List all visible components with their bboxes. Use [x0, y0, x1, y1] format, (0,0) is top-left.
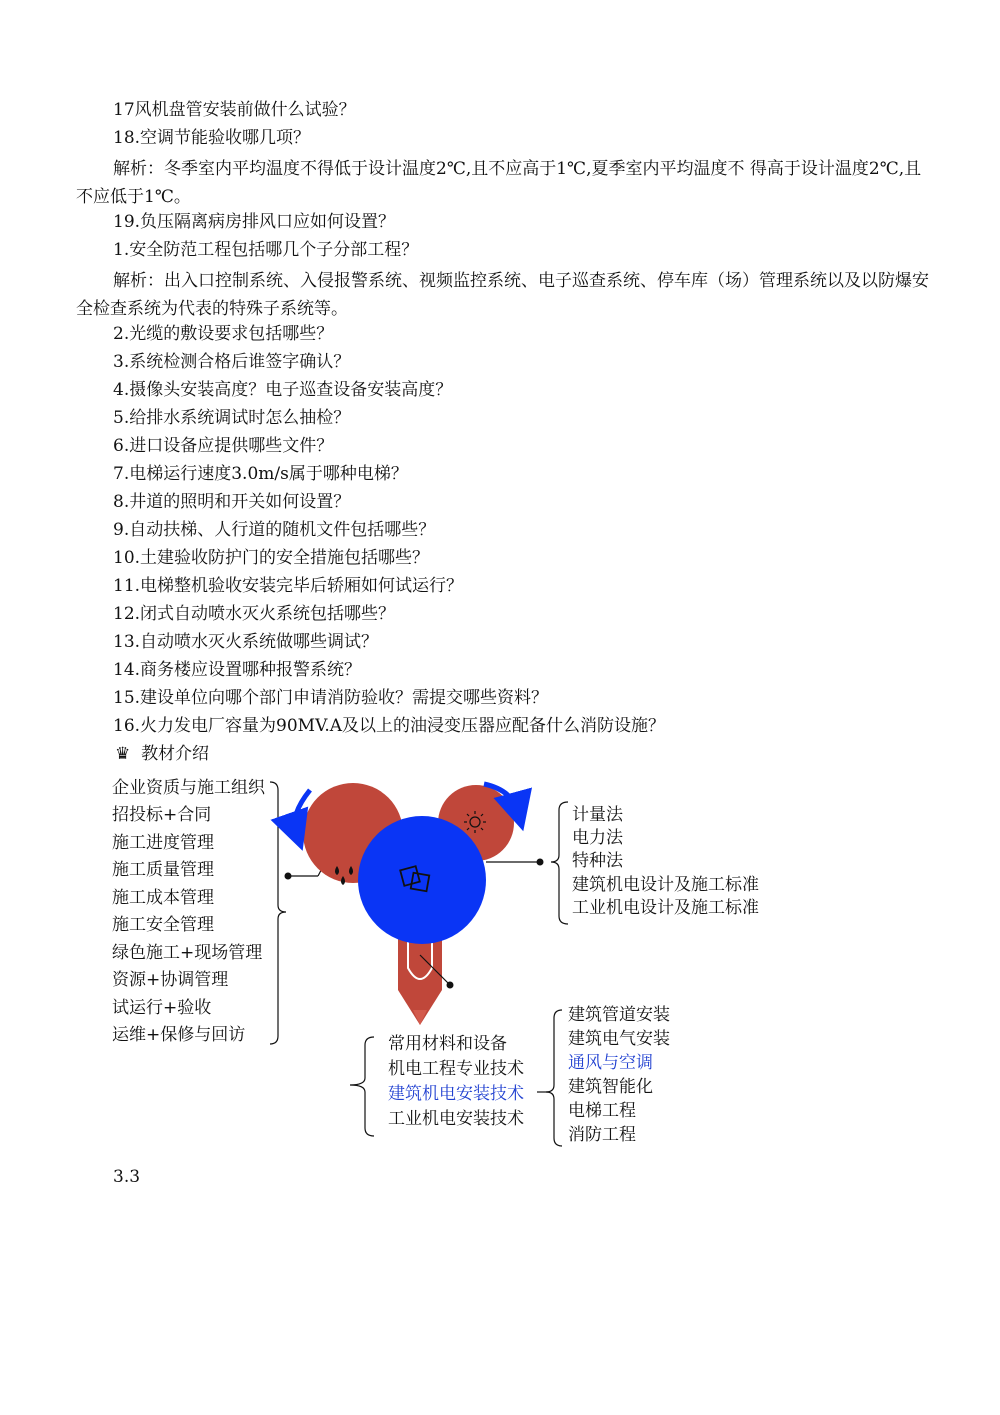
- question-security-1: 1.安全防范工程包括哪几个子分部工程？: [113, 240, 419, 260]
- left-bracket: [270, 782, 286, 1044]
- question-5: 5.给排水系统调试时怎么抽检？: [113, 408, 351, 428]
- right-item: 工业机电设计及施工标准: [572, 898, 759, 918]
- left-item: 施工成本管理: [112, 888, 214, 908]
- right-item: 特种法: [572, 851, 623, 871]
- question-2: 2.光缆的敷设要求包括哪些？: [113, 324, 334, 344]
- left-item: 企业资质与施工组织: [112, 778, 265, 798]
- question-13: 13.自动喷水灭火系统做哪些调试？: [113, 632, 379, 652]
- section-title: 教材介绍: [141, 744, 210, 764]
- question-14: 14.商务楼应设置哪种报警系统？: [113, 660, 362, 680]
- question-17: 17风机盘管安装前做什么试验？: [113, 100, 356, 120]
- right-item: 建筑机电设计及施工标准: [572, 875, 759, 895]
- crown-icon: ♛: [115, 744, 131, 764]
- left-item: 资源+协调管理: [112, 970, 229, 990]
- right-item: 计量法: [572, 805, 623, 825]
- bottom-mid-item: 机电工程专业技术: [388, 1059, 524, 1079]
- bottom-mid-item: 常用材料和设备: [388, 1034, 507, 1054]
- question-12: 12.闭式自动喷水灭火系统包括哪些？: [113, 604, 396, 624]
- left-item: 施工安全管理: [112, 915, 214, 935]
- left-item: 招投标+合同: [112, 805, 212, 825]
- bottom-right-item: 消防工程: [568, 1125, 636, 1145]
- question-18: 18.空调节能验收哪几项？: [113, 128, 311, 148]
- left-item: 试运行+验收: [112, 998, 212, 1018]
- bottom-right-item: 建筑电气安装: [568, 1029, 670, 1049]
- question-19: 19.负压隔离病房排风口应如何设置？: [113, 212, 396, 232]
- answer-security-1: 解析：出入口控制系统、入侵报警系统、视频监控系统、电子巡查系统、停车库（场）管理系统以及以防爆安全检查系统为代表的特殊子系统等。: [76, 271, 929, 319]
- bottom-right-item-highlighted: 通风与空调: [568, 1053, 653, 1073]
- answer-18: 解析：冬季室内平均温度不得低于设计温度2℃,且不应高于1℃,夏季室内平均温度不 得高于设计温度2℃,且不应低于1℃。: [76, 159, 922, 207]
- bottom-right-bracket: [546, 1010, 562, 1146]
- right-bracket: [551, 802, 568, 924]
- question-9: 9.自动扶梯、人行道的随机文件包括哪些？: [113, 520, 436, 540]
- bottom-mid-bracket: [350, 1037, 374, 1136]
- question-6: 6.进口设备应提供哪些文件？: [113, 436, 334, 456]
- left-item: 运维+保修与回访: [112, 1025, 246, 1045]
- right-item: 电力法: [572, 828, 623, 848]
- left-item: 施工质量管理: [112, 860, 214, 880]
- section-number: 3.3: [113, 1167, 141, 1187]
- left-item: 绿色施工+现场管理: [112, 943, 263, 963]
- blue-circle: [358, 816, 486, 944]
- question-16: 16.火力发电厂容量为90MV.A及以上的油浸变压器应配备什么消防设施？: [113, 716, 666, 736]
- question-4: 4.摄像头安装高度？电子巡查设备安装高度？: [113, 380, 453, 400]
- question-10: 10.土建验收防护门的安全措施包括哪些？: [113, 548, 430, 568]
- bottom-right-item: 建筑智能化: [568, 1077, 653, 1097]
- bottom-right-item: 建筑管道安装: [568, 1005, 670, 1025]
- question-7: 7.电梯运行速度3.0m/s属于哪种电梯？: [113, 464, 408, 484]
- question-3: 3.系统检测合格后谁签字确认？: [113, 352, 351, 372]
- left-item: 施工进度管理: [112, 833, 214, 853]
- bottom-right-item: 电梯工程: [568, 1101, 636, 1121]
- question-8: 8.井道的照明和开关如何设置？: [113, 492, 351, 512]
- bottom-mid-item: 工业机电安装技术: [388, 1109, 524, 1129]
- bottom-mid-item-highlighted: 建筑机电安装技术: [388, 1084, 524, 1104]
- question-11: 11.电梯整机验收安装完毕后轿厢如何试运行？: [113, 576, 464, 596]
- question-15: 15.建设单位向哪个部门申请消防验收？需提交哪些资料？: [113, 688, 549, 708]
- pencil-shape: [398, 935, 454, 1025]
